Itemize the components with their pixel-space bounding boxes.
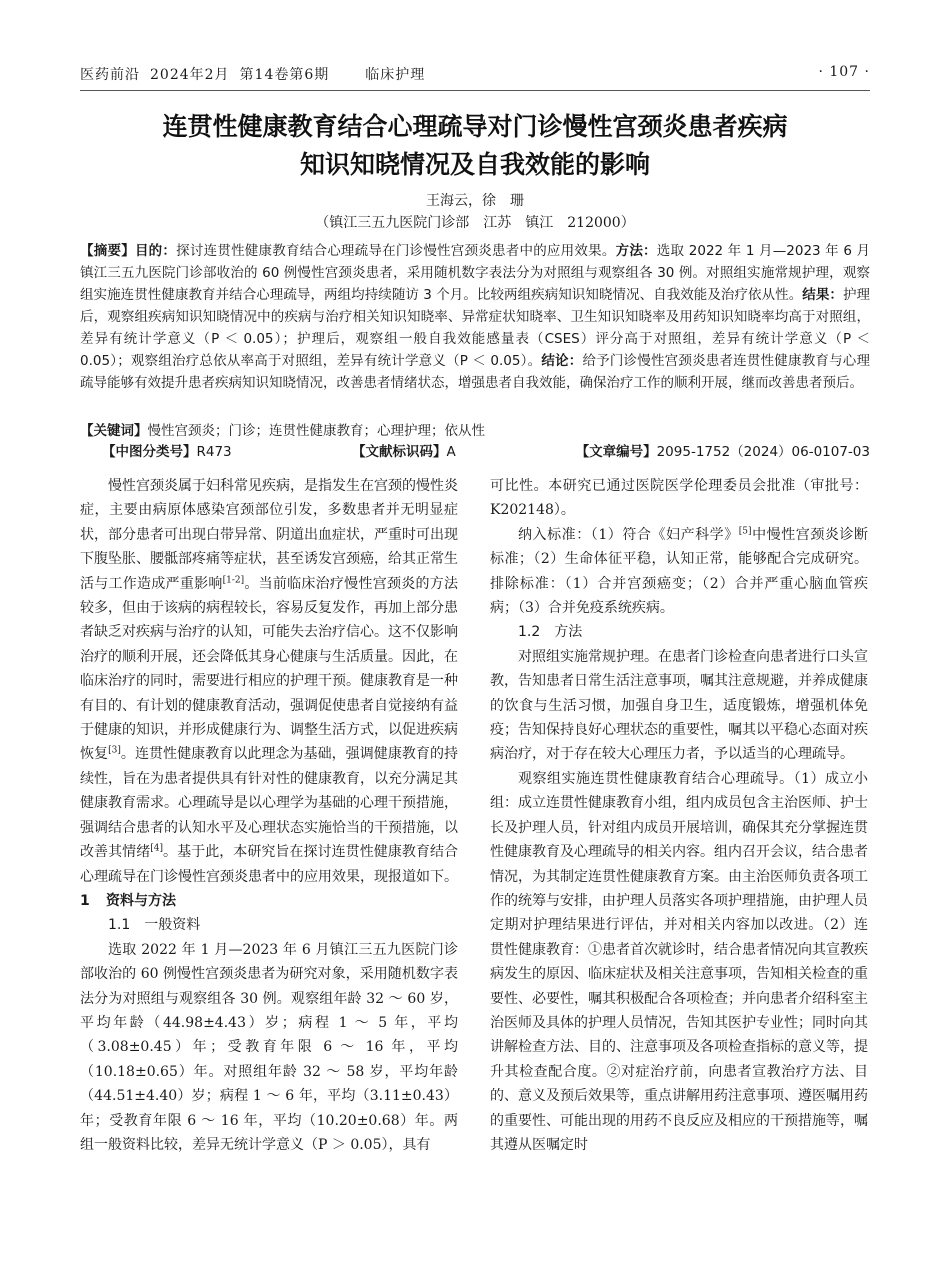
method-label: 方法： <box>615 243 657 259</box>
control-group-paragraph: 对照组实施常规护理。在患者门诊检查向患者进行口头宣教，告知患者日常生活注意事项，嘱其注意规避，并养成健康的饮食与生活习惯，加强自身卫生，适度锻炼，增强机体免疫；告知保持良好心理状态的重要性，嘱其以平稳心态面对疾病治疗，对于存在较大心理压力者，予以适当的心理疏导。 <box>490 648 868 763</box>
intro-paragraph <box>80 474 458 889</box>
keywords-text: 慢性宫颈炎；门诊；连贯性健康教育；心理护理；依从性 <box>147 423 485 439</box>
criteria-text-2: 中慢性宫颈炎诊断标准；（2）生命体征平稳，认知正常，能够配合完成研究。排除标准：（1）合并宫颈癌变；（2）合并严重心脑血管疾病；（3）合并免疫系统疾病。 <box>490 526 868 617</box>
intro-text-4: 。基于此，本研究旨在探讨连贯性健康教育结合心理疏导在门诊慢性宫颈炎患者中的应用效果，现报道如下。 <box>80 844 459 885</box>
title-line-1: 连贯性健康教育结合心理疏导对门诊慢性宫颈炎患者疾病 <box>162 112 788 141</box>
document-code <box>352 441 456 463</box>
intro-text-3: 。连贯性健康教育以此理念为基础，强调健康教育的持续性，旨在为患者提供具有针对性的健康教育，以充分满足其健康教育需求。心理疏导是以心理学为基础的心理干预措施，强调结合患者的认知水平及心理状态实施恰当的干预措施，以改善其情绪 <box>80 746 459 861</box>
clc-label: 【中图分类号】 <box>102 444 197 460</box>
intro-text-2: 。当前临床治疗慢性宫颈炎的方法较多，但由于该病的病程较长，容易反复发作，再加上部分患者缺乏对疾病与治疗的认知，可能失去治疗信心。这不仅影响治疗的顺利开展，还会降低其身心健康与生活质量。因此，在临床治疗的同时，需要进行相应的护理干预。健康教育是一种有目的、有计划的健康教育活动，强调促使患者自觉接纳有益于健康的知识，并形成健康行为、调整生活方式，以促进疾病恢复 <box>80 575 458 763</box>
abstract-label: 【摘要】 <box>80 243 135 259</box>
running-head <box>80 64 870 86</box>
clc-number <box>102 441 232 463</box>
body-column-right <box>490 474 868 1157</box>
citation-4: [4] <box>150 843 163 854</box>
affiliation: （镇江三五九医院门诊部 江苏 镇江 212000） <box>315 215 635 231</box>
abstract <box>80 240 870 394</box>
section-name: 临床护理 <box>365 67 426 83</box>
title-line-2: 知识知晓情况及自我效能的影响 <box>299 150 650 179</box>
issue-date: 2024年2月 <box>150 67 230 83</box>
authors: 王海云，徐 珊 <box>426 193 524 209</box>
classification-line <box>80 441 870 463</box>
body-column-left <box>80 474 458 1157</box>
criteria-paragraph <box>490 523 868 621</box>
volume-issue: 第14卷第6期 <box>239 67 330 83</box>
running-head-left <box>80 64 435 84</box>
clc-value: R473 <box>196 444 232 460</box>
header-rule <box>80 90 870 91</box>
conclusion-text: 给予门诊慢性宫颈炎患者连贯性健康教育与心理疏导能够有效提升患者疾病知识知晓情况，改善患者情绪状态，增强患者自我效能，确保治疗工作的顺利开展，继而改善患者预后。 <box>80 353 871 391</box>
article-number <box>576 441 870 463</box>
result-label: 结果： <box>802 287 843 303</box>
observation-group-paragraph: 观察组实施连贯性健康教育结合心理疏导。（1）成立小组：成立连贯性健康教育小组，组内成员包含主治医师、护士长及护理人员，针对组内成员开展培训，确保其充分掌握连贯性健康教育及心理疏导的相关内容。组内召开会议，结合患者情况，为其制定连贯性健康教育方案。由主治医师负责各项工作的统筹与安排，由护理人员落实各项护理措施，由护理人员定期对护理结果进行评估，并对相关内容加以改进。（2）连贯性健康教育：①患者首次就诊时，结合患者情况向其宣教疾病发生的原因、临床症状及相关注意事项，告知相关检查的重要性、必要性，嘱其积极配合各项检查；并向患者介绍科室主治医师及具体的护理人员情况，告知其医护专业性；同时向其讲解检查方法、目的、注意事项及各项检查指标的意义等，提升其检查配合度。②对症治疗前，向患者宣教治疗方法、目的、意义及预后效果等，重点讲解用药注意事项、遵医嘱用药的重要性、可能出现的用药不良反应及相应的干预措施等，嘱其遵从医嘱定时 <box>490 770 868 1153</box>
objective-label: 目的： <box>134 243 177 259</box>
intro-text-1: 慢性宫颈炎属于妇科常见疾病，是指发生在宫颈的慢性炎症，主要由病原体感染宫颈部位引发，多数患者并无明显症状，部分患者可出现白带异常、阴道出血症状，严重时可出现下腹坠胀、腰骶部疼痛等症状，甚至诱发宫颈癌，给其正常生活与工作造成严重影响 <box>80 478 458 592</box>
citation-5: [5] <box>738 526 752 537</box>
journal-name: 医药前沿 <box>80 67 140 83</box>
method-text: 选取 2022 年 1 月—2023 年 6 月镇江三五九医院门诊部收治的 60 例慢性宫颈炎患者，采用随机数字表法分为对照组与观察组各 30 例。对照组实施常规护理，观察组实施连贯性健康教育并结合心理疏导，两组均持续随访 3 个月。比较两组疾病知识知晓情况、自我效能及治疗依从性。 <box>80 243 871 303</box>
objective-text: 探讨连贯性健康教育结合心理疏导在门诊慢性宫颈炎患者中的应用效果。 <box>176 243 616 259</box>
result-text: 护理后，观察组疾病知识知晓情况中的疾病与治疗相关知识知晓率、异常症状知晓率、卫生知识知晓率及用药知识知晓率均高于对照组，差异有统计学意义（P ＜ 0.05）；护理后，观察组一般自我效能感量表（CSES）评分高于对照组，差异有统计学意义（P ＜ 0.05）；观察组治疗总依从率高于对照组，差异有统计学意义（P ＜ 0.05）。 <box>80 287 871 369</box>
keywords-label: 【关键词】 <box>80 423 148 439</box>
keywords <box>80 420 870 442</box>
citation-3: [3] <box>108 745 121 756</box>
citation-1-2: [1-2] <box>222 574 245 585</box>
article-no-label: 【文章编号】 <box>575 444 657 460</box>
subsection-heading-1-1: 1.1 一般资料 <box>108 917 201 934</box>
criteria-text-1: 纳入标准：（1）符合《妇产科学》 <box>518 526 739 543</box>
article-title <box>80 108 870 184</box>
section-1-number: 1 <box>80 892 90 909</box>
page-number: · 107 · <box>818 64 870 80</box>
general-info-paragraph: 选取 2022 年 1 月—2023 年 6 月镇江三五九医院门诊部收治的 60 例慢性宫颈炎患者为研究对象，采用随机数字表法分为对照组与观察组各 30 例。观察组年龄 32 ～ 60 岁，平均年龄（44.98±4.43）岁；病程 1 ～ 5 年，平均（3.08±0.45）年；受教育年限 6 ～ 16 年，平均（10.18±0.65）年。对照组年龄 32 ～ 58 岁，平均年龄（44.51±4.40）岁；病程 1 ～ 6 年，平均（3.11±0.43）年；受教育年限 6 ～ 16 年，平均（10.20±0.68）年。两组一般资料比较，差异无统计学意义（P ＞ 0.05），具有 <box>80 941 458 1153</box>
doc-label: 【文献标识码】 <box>352 444 447 460</box>
conclusion-label: 结论： <box>541 353 583 369</box>
subsection-heading-1-2: 1.2 方法 <box>518 624 583 641</box>
section-heading-1 <box>80 889 458 913</box>
doc-value: A <box>446 444 456 460</box>
section-1-title: 资料与方法 <box>106 892 176 909</box>
article-no-value: 2095-1752（2024）06-0107-03 <box>656 444 870 460</box>
general-info-continued: 可比性。本研究已通过医院医学伦理委员会批准（审批号：K202148）。 <box>490 478 868 519</box>
